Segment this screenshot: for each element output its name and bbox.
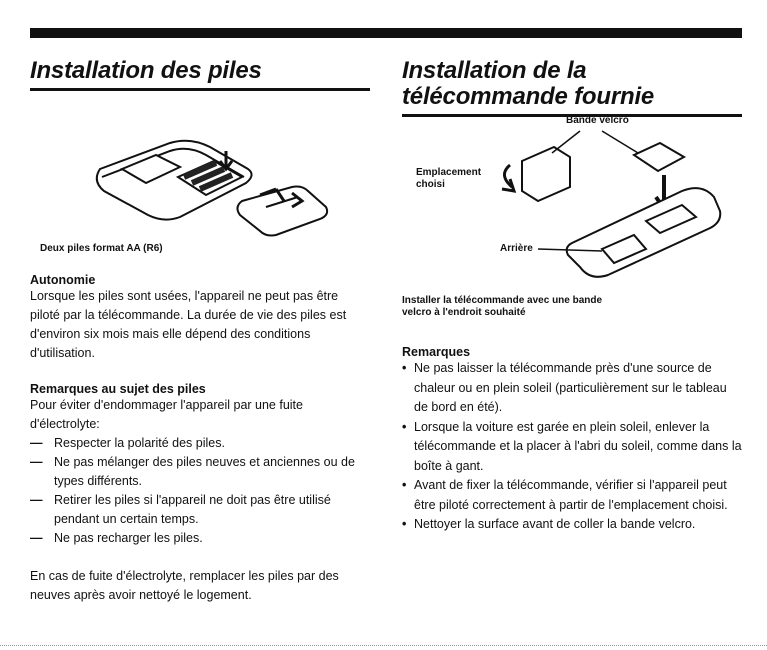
- dash-mark: —: [30, 455, 43, 469]
- list-item: • Avant de fixer la télécommande, vérifier si l'appareil peut être piloté correctement à partir de l'emplacement choisi.: [402, 478, 728, 512]
- list-item: — Retirer les piles si l'appareil ne doit pas être utilisé pendant un certain temps.: [30, 493, 331, 526]
- list-item: — Ne pas mélanger des piles neuves et anciennes ou de types différents.: [30, 455, 355, 488]
- label-arriere: Arrière: [500, 243, 533, 254]
- label-choisi: choisi: [416, 179, 445, 190]
- remarques-intro: Pour éviter d'endommager l'appareil par une fuite d'électrolyte:: [30, 398, 303, 431]
- bullet-mark: •: [402, 361, 407, 375]
- list-item: • Lorsque la voiture est garée en plein soleil, enlever la télécommande et la placer à l'abri du soleil, comme dans la boîte à gant.: [402, 419, 742, 473]
- figure-caption-velcro-2: velcro à l'endroit souhaité: [402, 307, 526, 318]
- list-item: — Ne pas recharger les piles.: [30, 529, 370, 548]
- velcro-figure: [402, 115, 742, 318]
- section-title-piles: Installation des piles: [30, 57, 262, 84]
- list-item: — Respecter la polarité des piles.: [30, 434, 370, 453]
- heading-autonomie: Autonomie: [30, 273, 96, 287]
- list-item: • Nettoyer la surface avant de coller la bande velcro.: [402, 515, 742, 535]
- fuite-text: En cas de fuite d'électrolyte, remplacer les piles par des neuves après avoir nettoyé le logement.: [30, 569, 339, 602]
- label-bande-velcro: Bande velcro: [566, 115, 629, 126]
- page-bottom-edge: [0, 645, 767, 650]
- bullet-mark: •: [402, 419, 407, 434]
- label-emplacement: Emplacement: [416, 167, 482, 178]
- battery-figure: [30, 91, 370, 254]
- bullet-mark: •: [402, 517, 407, 531]
- heading-remarques: Remarques: [402, 345, 471, 359]
- heading-remarques-piles: Remarques au sujet des piles: [30, 382, 206, 396]
- remarques-piles-list: [30, 434, 370, 548]
- section-title-telecommande-2: télécommande fournie: [402, 83, 655, 110]
- dash-mark: —: [30, 531, 43, 545]
- bullet-mark: •: [402, 478, 407, 492]
- figure-caption-piles: Deux piles format AA (R6): [40, 243, 163, 254]
- autonomie-text: Lorsque les piles sont usées, l'appareil ne peut pas être piloté par la télécommande. La durée de vie des piles est d'environ six mois mais elle dépend des conditions d'utilisation.: [30, 289, 347, 360]
- dash-mark: —: [30, 436, 43, 450]
- figure-caption-velcro-1: Installer la télécommande avec une bande: [402, 295, 603, 306]
- dash-mark: —: [30, 493, 43, 507]
- top-rule: [30, 28, 742, 38]
- remarques-list: [402, 359, 742, 535]
- right-column: [402, 58, 742, 535]
- left-column: [30, 58, 370, 605]
- battery-install-illustration: [30, 91, 370, 241]
- section-title-telecommande-1: Installation de la: [402, 57, 587, 84]
- velcro-install-illustration: [402, 117, 742, 287]
- list-item: • Ne pas laisser la télécommande près d'une source de chaleur ou en plein soleil (particulièrement sur le tableau de bord en été).: [402, 361, 727, 414]
